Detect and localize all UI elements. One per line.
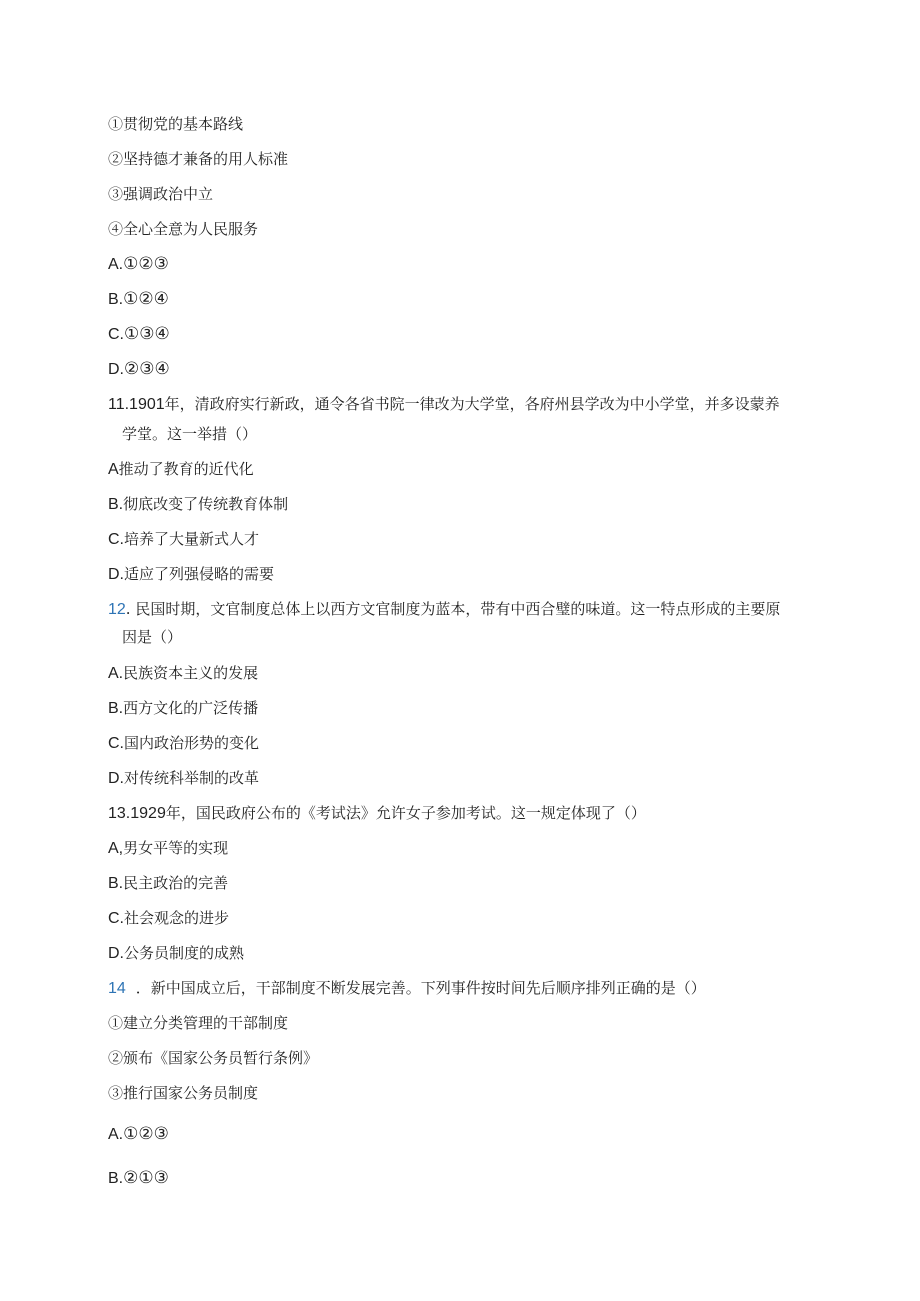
q14-stem: [108, 979, 706, 998]
option-letter: C.: [108, 326, 124, 343]
question-text: 因是（）: [122, 628, 183, 646]
q14-item-1: [108, 1014, 288, 1032]
statement-item-2: [108, 150, 288, 168]
statement-text: ③推行国家公务员制度: [108, 1084, 259, 1102]
option-letter: A.: [108, 665, 124, 682]
option-text: ②③④: [124, 359, 170, 379]
option-text: ①②④: [123, 289, 169, 309]
option-letter: A,: [108, 840, 124, 857]
question-text: . 民国时期，文官制度总体上以西方文官制度为蓝本，带有中西合璧的味道。这一特点形成的主要原: [125, 600, 781, 618]
option-text: 民主政治的完善: [123, 874, 229, 892]
option-letter: B.: [108, 1170, 124, 1187]
question-text: ．新中国成立后，干部制度不断发展完善。下列事件按时间先后顺序排列正确的是（）: [135, 979, 706, 997]
q11-stem-line-1: [108, 395, 780, 414]
option-letter: D.: [108, 945, 124, 962]
question-text: 年，清政府实行新政，通令各省书院一律改为大学堂，各府州县学改为中小学堂，并多设蒙养: [164, 395, 780, 413]
q13-option-d: [108, 944, 244, 963]
q14-item-2: [108, 1049, 318, 1067]
option-letter: C.: [108, 735, 124, 752]
q13-option-b: [108, 874, 228, 893]
option-text: ①②③: [123, 1124, 169, 1144]
q11-option-d: [108, 565, 274, 584]
question-number: 14: [108, 980, 126, 997]
statement-item-3: [108, 185, 213, 203]
option-letter: A.: [108, 1126, 124, 1143]
q13-stem: [108, 804, 646, 823]
option-letter: B.: [108, 496, 124, 513]
q12-option-a: [108, 664, 258, 683]
option-letter: B.: [108, 875, 124, 892]
q12-option-b: [108, 699, 258, 718]
option-letter: D.: [108, 770, 124, 787]
q10-option-c: [108, 325, 170, 344]
option-text: 男女平等的实现: [123, 839, 229, 857]
statement-item-4: [108, 220, 258, 238]
option-text: 适应了列强侵略的需要: [124, 565, 275, 583]
q12-stem-line-2: [122, 628, 182, 646]
option-letter: B.: [108, 291, 124, 308]
option-letter: A: [108, 461, 119, 478]
question-text: 年，国民政府公布的《考试法》允许女子参加考试。这一规定体现了（）: [165, 804, 646, 822]
q12-stem-line-1: [108, 600, 780, 619]
option-text: 西方文化的广泛传播: [123, 699, 259, 717]
option-text: ①③④: [124, 324, 170, 344]
option-letter: D.: [108, 361, 124, 378]
question-text: 学堂。这一举措（）: [122, 425, 258, 443]
q11-option-a: [108, 460, 254, 479]
statement-text: ②坚持德才兼备的用人标准: [108, 150, 289, 168]
q10-option-b: [108, 290, 169, 309]
statement-text: ④全心全意为人民服务: [108, 220, 259, 238]
option-letter: B.: [108, 700, 124, 717]
option-text: 社会观念的进步: [124, 909, 230, 927]
q12-option-c: [108, 734, 259, 753]
q13-option-a: [108, 839, 228, 858]
q11-stem-line-2: [122, 425, 257, 443]
option-text: 对传统科举制的改革: [124, 769, 260, 787]
option-text: 推动了教育的近代化: [118, 460, 254, 478]
option-letter: C.: [108, 531, 124, 548]
question-number: 11.1901: [108, 396, 165, 413]
q11-option-b: [108, 495, 288, 514]
option-text: ①②③: [123, 254, 169, 274]
option-text: ②①③: [123, 1168, 169, 1188]
option-text: 公务员制度的成熟: [124, 944, 245, 962]
option-text: 民族资本主义的发展: [123, 664, 259, 682]
statement-text: ①贯彻党的基本路线: [108, 115, 244, 133]
q14-option-a: [108, 1125, 169, 1144]
option-text: 国内政治形势的变化: [124, 734, 260, 752]
option-text: 培养了大量新式人才: [124, 530, 260, 548]
q14-option-b: [108, 1169, 169, 1188]
q14-item-3: [108, 1084, 258, 1102]
q13-option-c: [108, 909, 229, 928]
statement-text: ①建立分类管理的干部制度: [108, 1014, 289, 1032]
option-letter: C.: [108, 910, 124, 927]
statement-text: ③强调政治中立: [108, 185, 214, 203]
option-letter: A.: [108, 256, 124, 273]
q10-option-a: [108, 255, 169, 274]
question-number: 13.1929: [108, 805, 166, 822]
q10-option-d: [108, 360, 170, 379]
option-text: 彻底改变了传统教育体制: [123, 495, 289, 513]
option-letter: D.: [108, 566, 124, 583]
statement-text: ②颁布《国家公务员暂行条例》: [108, 1049, 319, 1067]
q11-option-c: [108, 530, 259, 549]
statement-item-1: [108, 115, 243, 133]
question-number: 12: [108, 601, 126, 618]
q12-option-d: [108, 769, 259, 788]
